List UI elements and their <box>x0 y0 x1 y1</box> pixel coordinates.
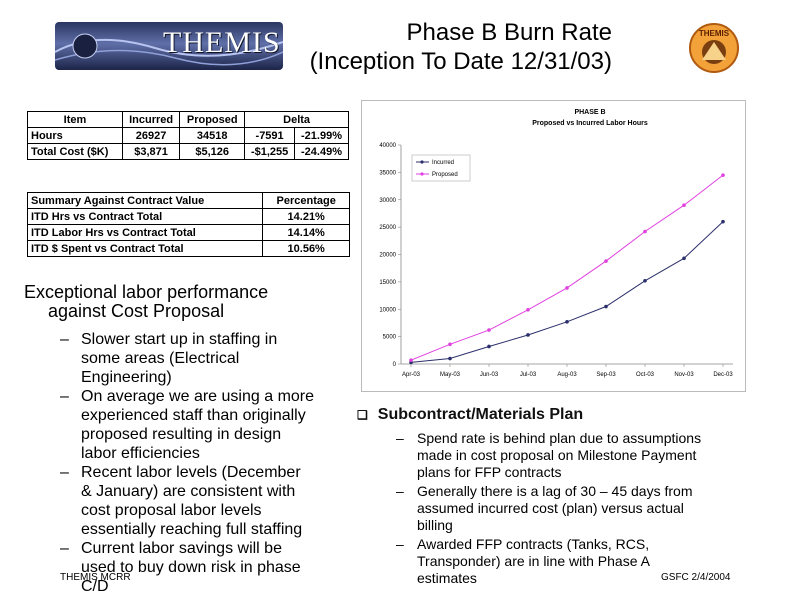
bullet-dash: – <box>60 540 69 557</box>
x-tick-label: Oct-03 <box>635 372 655 378</box>
labor-bullets <box>60 330 360 596</box>
chart-title: PHASE B <box>574 109 606 116</box>
table-cell: 14.21% <box>263 209 350 225</box>
table-cell: $3,871 <box>122 144 179 160</box>
footer-left: THEMIS MCRR <box>60 572 131 583</box>
x-tick-label: Apr-03 <box>401 372 421 378</box>
table-cell: $5,126 <box>180 144 245 160</box>
data-point-incurred <box>643 279 647 283</box>
chart-legend <box>412 155 470 181</box>
bullet-line: Current labor savings will be <box>81 540 282 557</box>
list-item <box>60 330 360 387</box>
table-row <box>28 225 350 241</box>
bullet-line: used to buy down risk in phase <box>81 559 301 576</box>
x-tick-label: Sep-03 <box>596 372 616 378</box>
table-cell: Hours <box>28 128 123 144</box>
list-item <box>60 387 360 463</box>
legend-proposed-marker <box>420 172 423 175</box>
y-tick-label: 10000 <box>379 307 396 314</box>
table-cell: 34518 <box>180 128 245 144</box>
item-line: billing <box>417 517 453 533</box>
table-header-cell: Percentage <box>263 193 350 209</box>
list-item <box>396 430 776 481</box>
table-header-cell: Proposed <box>180 112 245 128</box>
table-cell: -$1,255 <box>245 144 295 160</box>
x-tick-label: May-03 <box>439 372 461 378</box>
hours-cost-table <box>27 111 349 160</box>
bullet-line: Recent labor levels (December <box>81 464 301 481</box>
bullet-dash: – <box>396 430 404 446</box>
data-point-incurred <box>604 305 608 309</box>
data-point-proposed <box>409 358 413 362</box>
page-title <box>310 18 612 76</box>
y-tick-label: 25000 <box>379 225 396 232</box>
table-row <box>28 241 350 257</box>
data-point-incurred <box>487 345 491 349</box>
bullet-line: & January) are consistent with <box>81 483 296 500</box>
table-row <box>28 128 349 144</box>
table-header-cell: Summary Against Contract Value <box>28 193 263 209</box>
data-point-proposed <box>721 173 725 177</box>
list-item <box>60 539 360 596</box>
bullet-line: Slower start up in staffing in <box>81 331 278 348</box>
data-point-proposed <box>448 342 452 346</box>
item-line: Transponder) are in line with Phase A <box>417 553 650 569</box>
bullet-dash: – <box>396 536 404 552</box>
legend-incurred-marker <box>420 160 423 163</box>
table-header-row <box>28 112 349 128</box>
x-tick-label: Nov-03 <box>674 372 694 378</box>
data-point-proposed <box>643 230 647 234</box>
bullet-line: essentially reaching full staffing <box>81 521 303 538</box>
table-header-cell: Delta <box>245 112 349 128</box>
item-line: plans for FFP contracts <box>417 464 562 480</box>
legend-proposed-label: Proposed <box>432 172 458 178</box>
heading-line: Exceptional labor performance <box>24 282 269 302</box>
subcontract-heading <box>357 406 583 424</box>
item-line: assumed incurred cost (plan) versus actual <box>417 500 684 516</box>
y-tick-label: 0 <box>392 362 396 368</box>
table-cell: ITD $ Spent vs Contract Total <box>28 241 263 257</box>
themis-logo <box>55 22 283 70</box>
heading-line: against Cost Proposal <box>48 301 225 321</box>
table-cell: 10.56% <box>263 241 350 257</box>
table-row <box>28 144 349 160</box>
bullet-line: proposed resulting in design <box>81 426 282 443</box>
bullet-dash: – <box>60 331 69 348</box>
contract-summary-table <box>27 192 350 257</box>
subcontract-items <box>396 430 776 587</box>
subcontract-heading-text: Subcontract/Materials Plan <box>377 406 584 423</box>
data-point-proposed <box>526 308 530 312</box>
labor-hours-chart <box>361 100 746 392</box>
table-cell: -24.49% <box>295 144 349 160</box>
chart-subtitle: Proposed vs Incurred Labor Hours <box>532 120 648 127</box>
y-tick-label: 35000 <box>379 170 396 177</box>
y-tick-label: 5000 <box>382 334 396 341</box>
table-cell: -21.99% <box>295 128 349 144</box>
data-point-proposed <box>604 259 608 263</box>
y-tick-label: 20000 <box>379 252 396 259</box>
bullet-line: cost proposal labor levels <box>81 502 262 519</box>
title-line-1: Phase B Burn Rate <box>406 19 612 46</box>
list-item <box>60 463 360 539</box>
list-item <box>396 483 776 534</box>
title-line-2: (Inception To Date 12/31/03) <box>309 48 612 75</box>
bullet-line: C/D <box>81 578 109 595</box>
table-cell: 14.14% <box>263 225 350 241</box>
checkbox-bullet-icon: ❑ <box>357 408 368 422</box>
mission-badge-icon <box>688 22 740 74</box>
table-cell: Total Cost ($K) <box>28 144 123 160</box>
data-point-incurred <box>448 357 452 361</box>
data-point-incurred <box>682 257 686 261</box>
y-tick-label: 30000 <box>379 197 396 204</box>
bullet-line: some areas (Electrical <box>81 350 240 367</box>
bullet-line: experienced staff than originally <box>81 407 306 424</box>
table-cell: ITD Hrs vs Contract Total <box>28 209 263 225</box>
data-point-incurred <box>565 320 569 324</box>
labor-performance-heading <box>24 283 268 321</box>
table-cell: 26927 <box>122 128 179 144</box>
data-point-proposed <box>487 328 491 332</box>
bullet-line: On average we are using a more <box>81 388 315 405</box>
logo-text: THEMIS <box>163 26 281 59</box>
bullet-dash: – <box>60 464 69 481</box>
data-point-incurred <box>721 220 725 224</box>
item-line: made in cost proposal on Milestone Payment <box>417 447 697 463</box>
table-header-row <box>28 193 350 209</box>
bullet-dash: – <box>60 388 69 405</box>
table-cell: ITD Labor Hrs vs Contract Total <box>28 225 263 241</box>
y-tick-label: 15000 <box>379 279 396 286</box>
data-point-incurred <box>526 333 530 337</box>
table-header-cell: Incurred <box>122 112 179 128</box>
bullet-line: labor efficiencies <box>81 445 200 462</box>
bullet-line: Engineering) <box>81 369 172 386</box>
item-line: Awarded FFP contracts (Tanks, RCS, <box>417 536 650 552</box>
y-tick-label: 40000 <box>379 143 396 149</box>
footer-right: GSFC 2/4/2004 <box>661 572 731 583</box>
data-point-proposed <box>565 286 569 290</box>
x-tick-label: Jul-03 <box>519 372 537 378</box>
data-point-proposed <box>682 203 686 207</box>
x-tick-label: Jun-03 <box>479 372 499 378</box>
item-line: estimates <box>417 570 477 586</box>
badge-text: THEMIS <box>698 29 730 38</box>
legend-incurred-label: Incurred <box>432 160 455 166</box>
x-tick-label: Dec-03 <box>713 372 733 378</box>
item-line: Generally there is a lag of 30 – 45 days from <box>417 483 693 499</box>
table-cell: -7591 <box>245 128 295 144</box>
table-header-cell: Item <box>28 112 123 128</box>
table-row <box>28 209 350 225</box>
x-tick-label: Aug-03 <box>557 372 577 378</box>
item-line: Spend rate is behind plan due to assumptions <box>417 430 702 446</box>
bullet-dash: – <box>396 483 404 499</box>
chart-frame <box>362 101 746 392</box>
